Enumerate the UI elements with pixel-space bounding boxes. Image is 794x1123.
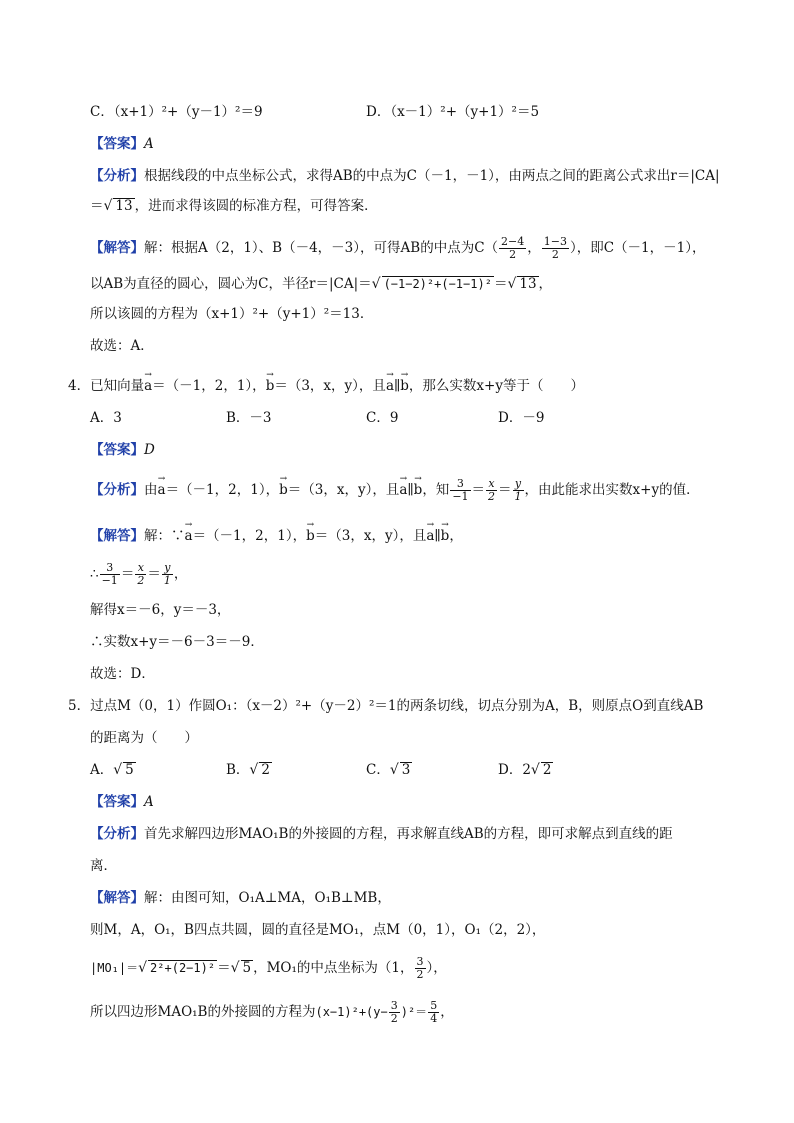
- analysis-text: ＝（－1，2，1），: [165, 482, 280, 498]
- fraction: $\frac{x}{2}$: [488, 477, 496, 503]
- q5-answer: [90, 792, 154, 812]
- q3-analysis-cont: [90, 196, 378, 216]
- q3-option-d: D．（x－1）²+（y+1）²＝5: [366, 104, 540, 120]
- punct: ，: [538, 276, 553, 292]
- q3-solution: 【解答】解：根据A（2，1）、B（－4，－3），可得AB的中点为C（ $\frac{2-4}{2}$ ， $\frac{1-3}{2}$ ），即C（－1，－1），: [90, 235, 706, 261]
- q5-option-d: D．2√ 2: [498, 762, 552, 778]
- analysis-label: 【分析】: [90, 168, 144, 184]
- eq-sign: ＝: [90, 198, 104, 214]
- eq-sign: ＝: [471, 482, 486, 498]
- q4-ratio: [90, 562, 187, 587]
- q3-option-c: C．（x+1）²+（y－1）²＝9: [90, 104, 263, 120]
- parallel-sign: ∥: [434, 528, 441, 544]
- radicand: 13: [115, 198, 133, 214]
- vector-b: → b: [400, 376, 409, 396]
- answer-value: A: [144, 794, 154, 810]
- q4-conclusion: 故选：D．: [90, 666, 155, 682]
- radicand: 13: [519, 276, 537, 292]
- punct: ，: [449, 528, 463, 544]
- analysis-text: ，由此能求出实数x+y的值．: [524, 482, 700, 498]
- fraction: $\frac{y}{1}$: [163, 561, 171, 587]
- answer-label: 【答案】: [90, 442, 144, 458]
- q3-analysis: [90, 166, 720, 186]
- stem-text: ＝（3，x，y），且: [274, 378, 386, 394]
- analysis-text: 首先求解四边形MAO₁B的外接圆的方程，再求解直线AB的方程，即可求解点到直线的距: [144, 826, 673, 842]
- analysis-text: ，进而求得该圆的标准方程，可得答案．: [134, 198, 378, 214]
- q5-distance: [90, 956, 447, 981]
- answer-value: D: [144, 442, 155, 458]
- vector-b: → b: [414, 480, 423, 500]
- q4-option-a: A．3: [90, 410, 122, 426]
- fraction: $\frac{y}{1}$: [514, 477, 522, 503]
- q4-solution: [90, 526, 463, 546]
- sqrt-icon: √: [103, 198, 113, 214]
- sqrt-icon: √: [249, 762, 259, 778]
- solution-text: 解：由图可知，O₁A⊥MA，O₁B⊥MB，: [144, 890, 391, 906]
- q4-option-d: D．－9: [498, 410, 545, 426]
- radicand: 5: [242, 960, 252, 976]
- eq-sign: ＝: [147, 566, 161, 582]
- q4-stem: [68, 376, 584, 396]
- q3-solution-line3: 所以该圆的方程为（x+1）²+（y+1）²＝13．: [90, 306, 374, 322]
- q3-conclusion: 故选：A．: [90, 338, 154, 354]
- q3-solution-line2: [90, 274, 552, 294]
- fraction: $\frac{2-4}{2}$: [501, 235, 525, 261]
- vector-a: → a: [399, 480, 407, 500]
- q4-analysis: [90, 478, 700, 503]
- q5-option-b: B．√ 2: [226, 762, 270, 778]
- q5-circle: [90, 1000, 454, 1025]
- analysis-text: 由: [144, 482, 158, 498]
- vector-a: → a: [185, 526, 193, 546]
- analysis-label: 【分析】: [90, 482, 144, 498]
- vector-a: → a: [426, 526, 434, 546]
- parallel-sign: ∥: [407, 482, 414, 498]
- q5-option-a: A．√ 5: [90, 762, 134, 778]
- stem-text: 4．已知向量: [68, 378, 145, 394]
- vector-b: → b: [266, 376, 275, 396]
- solution-text: 解：∵: [144, 528, 185, 544]
- analysis-text: ，知: [422, 482, 450, 498]
- analysis-text: 根据线段的中点坐标公式，求得AB的中点为C（－1，－1），由两点之间的距离公式求出r＝|CA|: [144, 168, 720, 184]
- q4-option-b: B．－3: [226, 410, 272, 426]
- fraction: $\frac{3}{2}$: [416, 955, 424, 981]
- eq-sign: ＝: [120, 566, 135, 582]
- parallel-sign: ∥: [394, 378, 401, 394]
- q4-option-c: C．9: [366, 410, 399, 426]
- stem-text: ＝（－1，2，1），: [152, 378, 266, 394]
- vector-a: → a: [158, 480, 166, 500]
- fraction: $\frac{5}{4}$: [430, 999, 438, 1025]
- solution-text: ＝（－1，2，1），: [192, 528, 307, 544]
- q5-solution-line2: 则M，A，O₁，B四点共圆，圆的直径是MO₁，点M（0，1），O₁（2，2），: [90, 922, 546, 938]
- sqrt-icon: √: [530, 762, 540, 778]
- punct: ，: [440, 1004, 454, 1020]
- vector-b: → b: [279, 480, 288, 500]
- answer-label: 【答案】: [90, 136, 144, 152]
- q4-answer: [90, 440, 155, 460]
- sqrt-icon: √: [389, 762, 399, 778]
- solution-text: 解：根据A（2，1）、B（－4，－3），可得AB的中点为C（: [144, 240, 499, 256]
- q4-solve: 解得x＝－6，y＝－3，: [90, 602, 231, 618]
- solution-text: ），即C（－1，－1），: [569, 240, 706, 256]
- radicand: (−1−2)²+(−1−1)²: [383, 277, 492, 291]
- q5-solution: [90, 888, 391, 908]
- sqrt-icon: √: [230, 960, 240, 976]
- q5-stem: 5．过点M（0，1）作圆O₁：（x－2）²+（y－2）²＝1的两条切线，切点分别为A，B，则原点O到直线AB: [68, 698, 704, 714]
- q3-answer: [90, 134, 154, 154]
- answer-value: A: [144, 136, 154, 152]
- q5-analysis-cont: 离．: [90, 858, 117, 874]
- vector-b: → b: [441, 526, 450, 546]
- vector-b: → b: [306, 526, 315, 546]
- punct: ），: [426, 960, 447, 976]
- solution-text: ＝（3，x，y），且: [314, 528, 427, 544]
- q5-analysis: [90, 824, 673, 844]
- q5-stem-cont: 的距离为（ ）: [90, 730, 198, 746]
- analysis-text: ＝（3，x，y），且: [287, 482, 400, 498]
- q4-sum: ∴实数x+y＝－6－3＝－9．: [90, 634, 264, 650]
- q5-option-c: C．√ 3: [366, 762, 411, 778]
- eq-sign: ＝: [217, 960, 231, 976]
- answer-label: 【答案】: [90, 794, 144, 810]
- fraction: $\frac{3}{2}$: [390, 999, 398, 1025]
- stem-text: ，那么实数x+y等于（ ）: [408, 378, 584, 394]
- vector-a: → a: [144, 376, 152, 396]
- fraction: $\frac{1-3}{2}$: [543, 235, 567, 261]
- analysis-label: 【分析】: [90, 826, 144, 842]
- sqrt-icon: √: [138, 960, 148, 976]
- solution-label: 【解答】: [90, 890, 144, 906]
- abs-expression: |MO₁|＝: [90, 961, 139, 975]
- fraction: $\frac{3}{-1}$: [452, 477, 469, 503]
- circle-equation: (x−1)²+(y−: [315, 1005, 388, 1019]
- eq-sign: ＝: [493, 276, 508, 292]
- solution-text: 所以四边形MAO₁B的外接圆的方程为: [90, 1004, 316, 1020]
- solution-text: ，MO₁的中点坐标为（1，: [253, 960, 414, 976]
- solution-label: 【解答】: [90, 528, 144, 544]
- eq-sign: ＝: [498, 482, 512, 498]
- therefore-icon: ∴: [90, 566, 99, 582]
- punct: ，: [173, 566, 188, 582]
- sqrt-icon: √: [371, 276, 381, 292]
- sqrt-icon: √: [113, 762, 123, 778]
- radicand: 2²+(2−1)²: [150, 961, 216, 975]
- vector-a: → a: [386, 376, 394, 396]
- sqrt-icon: √: [507, 276, 517, 292]
- fraction: $\frac{x}{2}$: [137, 561, 145, 587]
- fraction: $\frac{3}{-1}$: [101, 561, 118, 587]
- solution-text: 以AB为直径的圆心，圆心为C，半径r＝|CA|＝: [90, 276, 372, 292]
- solution-label: 【解答】: [90, 240, 144, 256]
- circle-equation: )²＝: [400, 1005, 428, 1019]
